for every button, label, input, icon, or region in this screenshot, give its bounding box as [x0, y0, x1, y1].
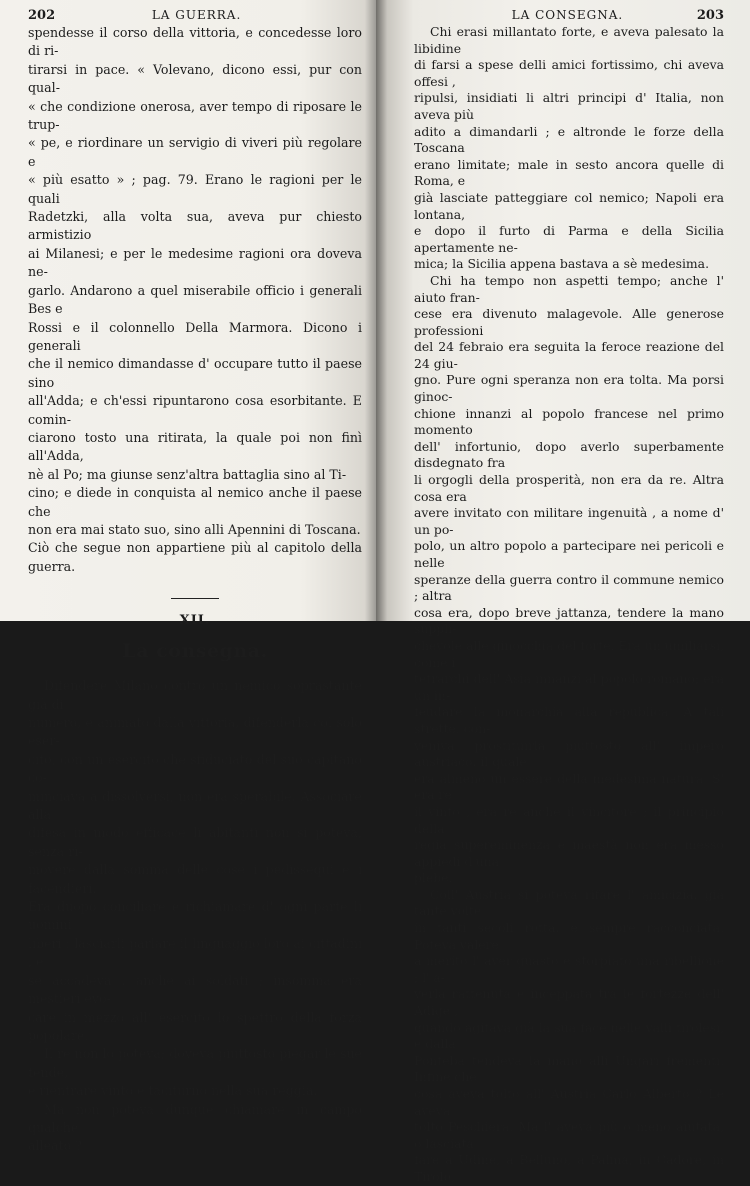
text-line: e rientrare vinto e taciturno nella sua reggia.	[28, 1083, 318, 1099]
text-line: plebe.	[414, 870, 453, 886]
text-line: verla rattenuta e inceppata tra le fortezze dell' Adige ,	[414, 986, 724, 1019]
text-line: all'Adda; e ch'essi ripuntarono cosa esorbitante. E comin-	[28, 393, 362, 427]
text-line: veniva prostituirla piuttosto all' impero austriaco, il quale	[414, 737, 724, 770]
text-line: erano limitate; male in sesto ancora quelle di Roma, e	[414, 156, 724, 189]
text-line: ripulsi, insidiati li altri principi d' Italia, non aveva più	[414, 90, 724, 122]
text-line: movere dalla somma delle cose i pedissequi e i facendieri.	[28, 862, 362, 896]
text-line: cito, con un esercito che sfiduciato del suo capitano co-	[28, 751, 362, 786]
text-line: cosa aveva tolto all' Austria Carlo Alberto ? Le aveva	[414, 1086, 724, 1118]
text-line: « pe, e riordinare un servigio di viveri più regolare e	[28, 135, 362, 169]
text-line: chevole alle ginocchia del forte. Era un umiliarsi, come i	[414, 637, 724, 670]
text-line: se accadeva , anche ai soldati ; insomma era mestieri evo-	[28, 972, 362, 1007]
text-line: Chi ha tempo non aspetti tempo; anche l' aiuto fran-	[414, 272, 724, 305]
text-line: Coll' Austria si poteva rifare l' amicizia, già tante volte	[414, 886, 724, 919]
text-line: Ma non poteva dunque chiamare in campo qualche	[28, 1101, 362, 1135]
text-line: minciava a dissolversi, non era sperabile. Associare alla	[28, 788, 362, 823]
text-line: speranze della guerra contro il commune nemico ; altra	[414, 571, 724, 604]
text-line: Ciò che segue non appartiene più al capitolo della guerra.	[28, 540, 362, 574]
text-line: numero, e animato dalla vittoria, difenderla col solo eser-	[28, 715, 362, 749]
left-page-header	[28, 8, 362, 24]
text-line: fare a Udine, a Belluno, a Palma, in Cadore, in Tirolo,	[414, 1152, 724, 1184]
text-line: Chi erasi millantato forte, e aveva palesato la libidine	[414, 24, 724, 56]
text-line: gno. Pure ogni speranza non era tolta. Ma porsi ginoc-	[414, 372, 724, 405]
text-line: spendesse il corso della vittoria, e concedesse loro di ri-	[28, 25, 362, 59]
text-line: garlo. Andarono a quel miserabile officio i generali Bes e	[28, 282, 362, 317]
text-line: tirarsi in pace. « Volevano, dicono essi, pur con qual-	[28, 61, 362, 96]
text-line: cese era divenuto malagevole. Alle generose professioni	[414, 306, 724, 338]
text-line: ciarono tosto una ritirata, la quale poi non finì all'Adda,	[28, 429, 362, 464]
text-line: alleato ?	[28, 1138, 82, 1154]
page-number: 203	[696, 8, 724, 23]
text-line: dell' infortunio, dopo averlo superbamente disdegnato fra	[414, 438, 724, 471]
running-head: LA CONSEGNA.	[511, 8, 624, 22]
text-line: il vinto , era re anche il vincitore ; il principio della	[414, 803, 724, 836]
text-line: chione innanzi al popolo francese nel primo momento	[414, 405, 724, 438]
text-line: di farsi a spese delli amici fortissimo, chi aveva offesi ,	[414, 57, 724, 89]
text-line: che il nemico dimandasse d' occupare tutto il paese sino	[28, 356, 362, 390]
text-line: feudare la monarchia alla republica. A tali strette, con-	[414, 704, 724, 736]
text-line: era almeno un essere della medesima natura. S' era re	[414, 770, 724, 803]
text-line: mica; la Sicilia appena bastava a sè medesima.	[414, 256, 710, 272]
text-line: Il re non lo poteva; doveva piuttosto piegar le sue tende,	[28, 1046, 362, 1080]
text-line: « che condizione onerosa, aver tempo di riposare le trup-	[28, 98, 362, 133]
text-line: non era mai stato suo, sino alli Apennini di Toscana.	[28, 521, 361, 537]
text-line: avere invitato con militare ingenuità , a nome d' un po-	[414, 505, 724, 537]
page-number: 202	[28, 8, 56, 23]
right-body	[414, 24, 724, 1186]
chapter-title: La consegna.	[122, 640, 268, 663]
text-line: adito a dimandarli ; e altronde le forze della Toscana	[414, 123, 724, 156]
text-line: quando agitava già la sua face nelle valli tirolesi, e dalla	[414, 1019, 724, 1052]
text-line: cosa era, dopo breve jattanza, tendere la mano suppli-	[414, 604, 724, 637]
text-line: Rossi e il colonnello Della Marmora. Dicono i generali	[28, 319, 362, 353]
text-line: in tanti secoli rotta, e sempre racconciata. Poteva valere	[414, 920, 724, 952]
text-line: tetrarchi dell' Asia innanzi al popolo romano; era un in-	[414, 671, 724, 703]
text-line: « più esatto » ; pag. 79. Erano le ragioni per le quali	[28, 172, 362, 206]
text-line: regia supereminenza e maestà non era messo appiedi d'una	[414, 837, 724, 869]
text-line: cino; e diede in conquista al nemico anche il paese che	[28, 485, 362, 519]
left-page	[0, 0, 376, 1154]
left-body-top	[28, 24, 362, 576]
text-line: del 24 febraio era seguita la feroce reazione del 24 giu-	[414, 339, 724, 371]
text-line: tolto Peschiera. Ma l' aveva più o meno aiutata, o lasciata	[414, 1119, 724, 1151]
right-page-header	[414, 8, 724, 24]
text-line: Ponteba tendeva la mano alli Ungari frementi. Infine che	[414, 1052, 724, 1085]
running-head: LA GUERRA.	[151, 8, 242, 22]
text-line: nè al Po; ma giunse senz'altra battaglia sino al Ti-	[28, 466, 347, 482]
chapter-number: XII.	[179, 613, 211, 629]
text-line: Era duopo conciliare e richiamare d' ogni parte li uomini	[28, 899, 362, 933]
text-line: difesa in modo efficace li abitanti non si poteva, senza ri-	[28, 825, 362, 859]
text-line: a merito l' aver guasto e storpiato una ribellione ; l' a-	[414, 953, 724, 985]
text-line: Difendere Milano contro un nemico soprastante già di	[28, 678, 362, 712]
text-line: già lasciate patteggiare col nemico; Napoli era lontana,	[414, 189, 724, 222]
text-line: polo, un altro popolo a partecipare nei pericoli e nelle	[414, 538, 724, 570]
text-line: li orgogli della prosperità, non era da re. Altra cosa era	[414, 472, 724, 504]
right-page	[376, 0, 750, 1184]
section-divider	[171, 598, 219, 599]
text-line: liberi : lasciarli parlare il linguaggio loro ai cittadini , e	[28, 935, 362, 970]
text-line: ai Milanesi; e per le medesime ragioni ora doveva ne-	[28, 245, 362, 280]
text-line: e dopo il furto di Parma e della Sicilia apertamente ne-	[414, 223, 724, 255]
left-body-bottom	[28, 677, 362, 1156]
text-line: Radetzki, alla volta sua, aveva pur chiesto armistizio	[28, 209, 362, 243]
text-line: care in mezzo all' esercito lo spettro della forza popolare.	[28, 1009, 362, 1043]
